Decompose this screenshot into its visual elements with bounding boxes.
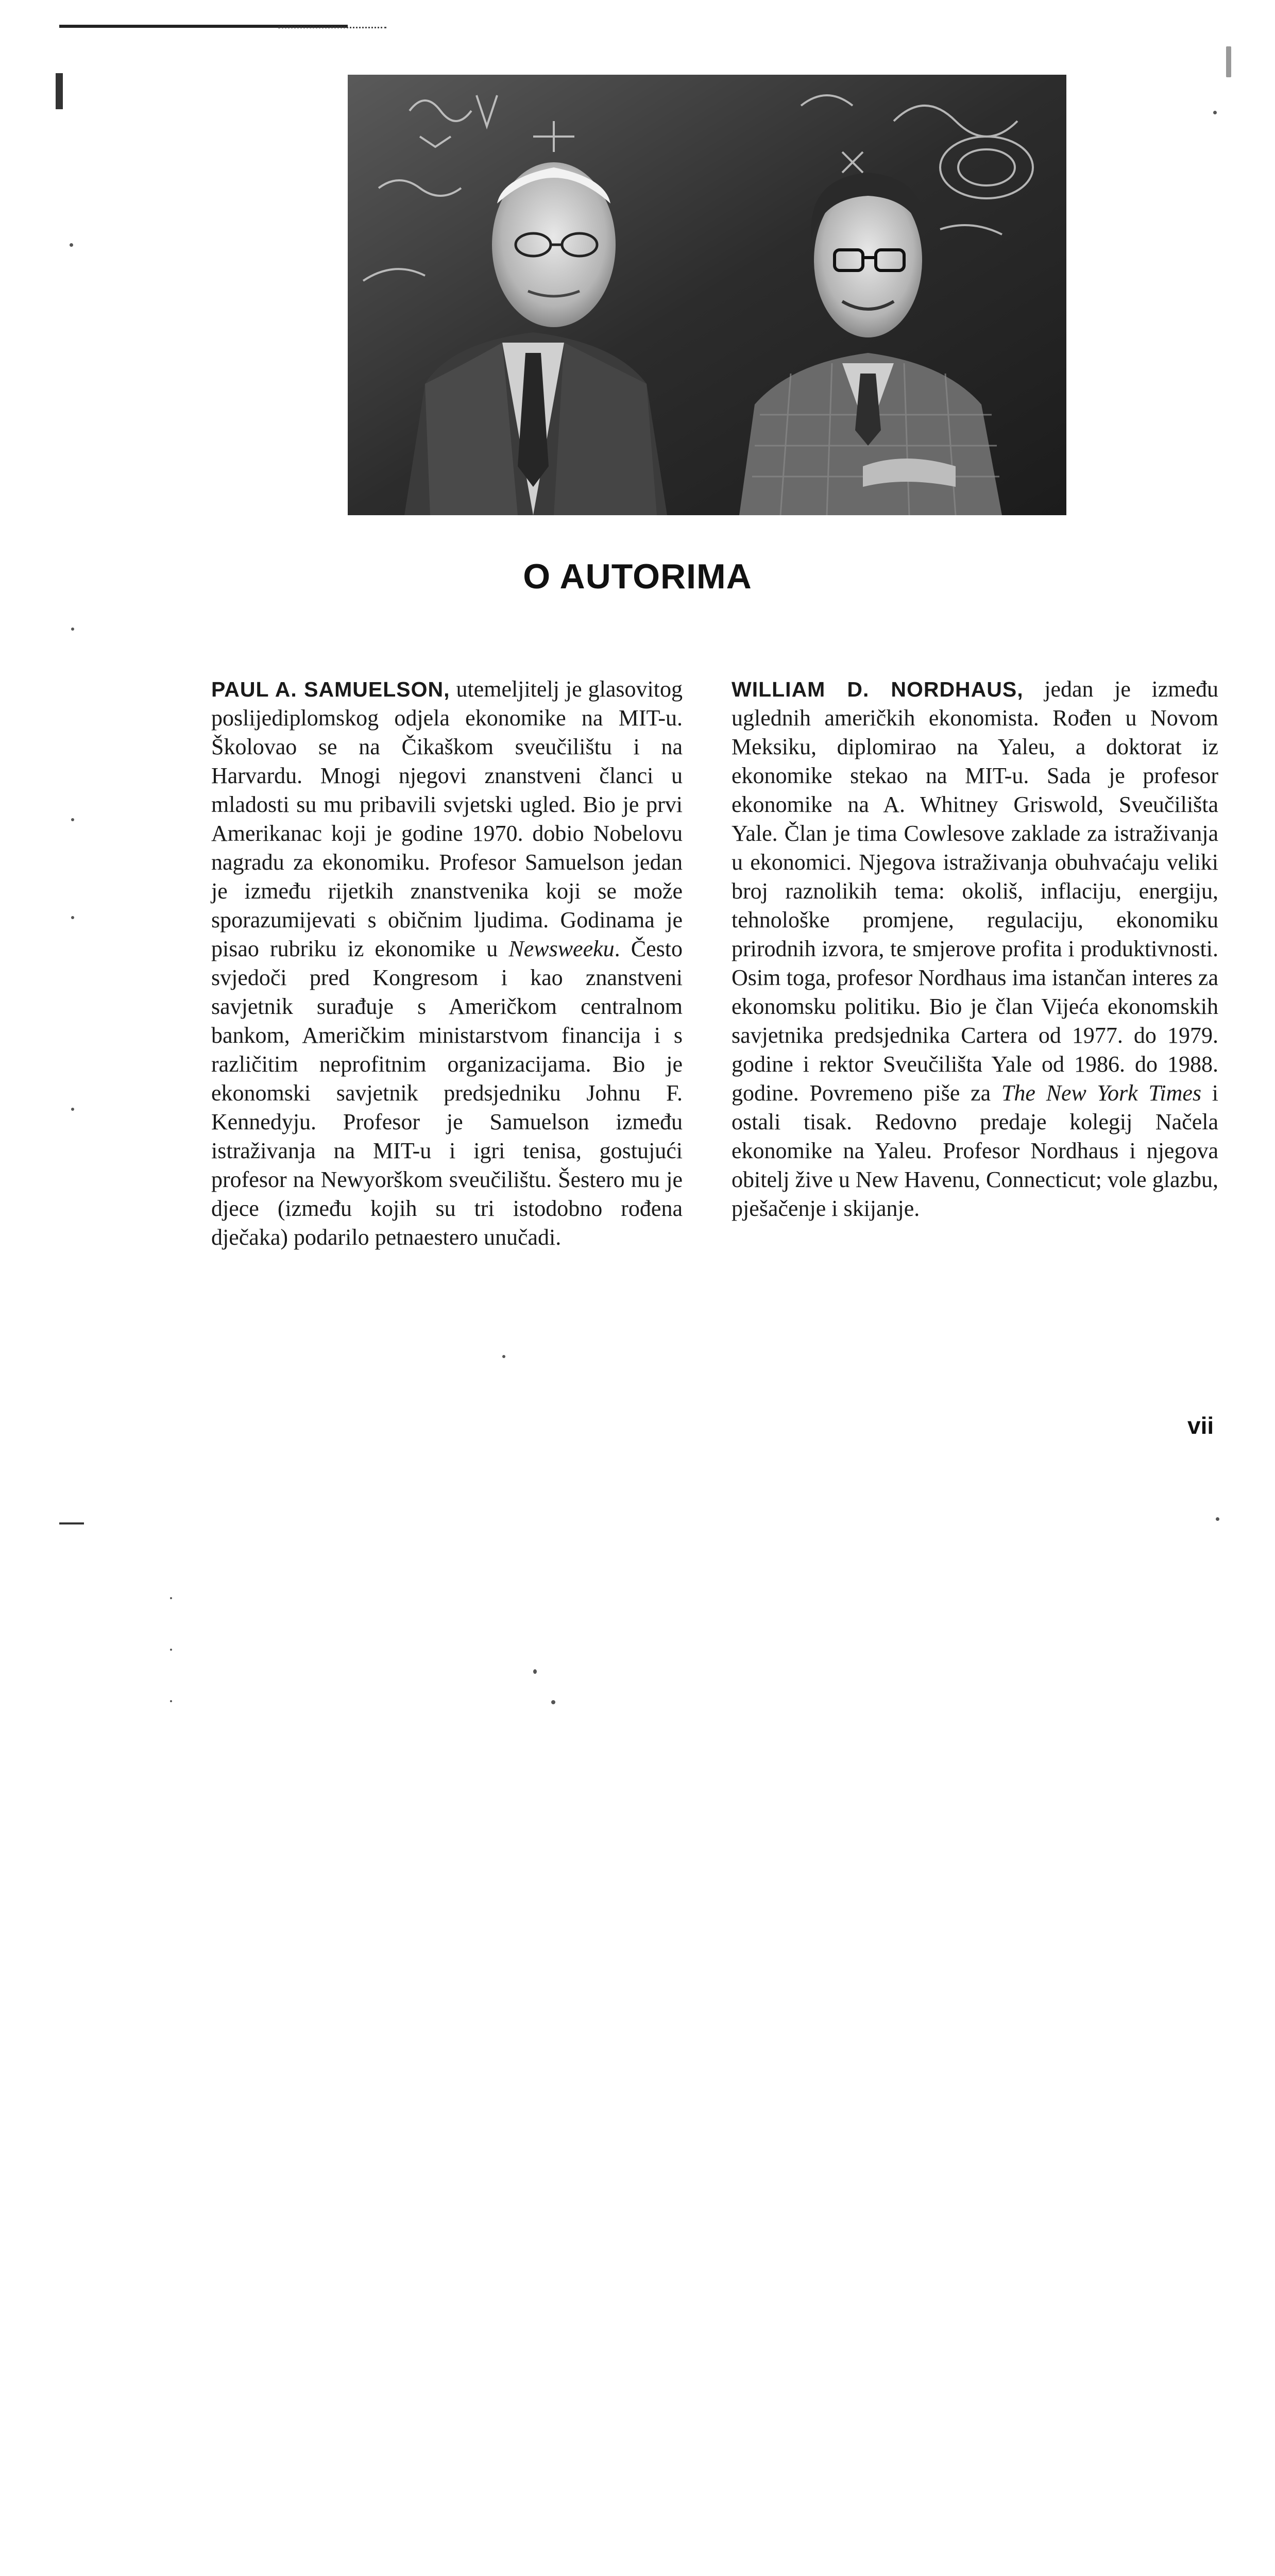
scan-speck: [71, 818, 74, 821]
scan-speck: [502, 1355, 505, 1358]
scan-speck: [71, 1108, 74, 1111]
scan-speck: [70, 243, 73, 247]
author-bio-nordhaus: [732, 675, 1218, 1223]
page-title: O AUTORIMA: [523, 557, 752, 596]
author-bio-italic: Newsweeku: [508, 936, 615, 961]
scan-speck: [71, 628, 74, 631]
author-name: WILLIAM D. NORDHAUS,: [732, 677, 1024, 701]
scan-mark: [59, 1522, 84, 1524]
author-bio-italic: The New York Times: [1001, 1080, 1202, 1106]
top-rule-dots: [278, 27, 386, 28]
scan-speck: [170, 1649, 172, 1651]
scan-speck: [71, 916, 74, 919]
author-bio-samuelson: [211, 675, 683, 1252]
author-bio-text: jedan je između uglednih američkih ekonomista. Rođen u Novom Meksiku, diplomirao na Yaleu, a doktorat iz ekonomike stekao na MIT-u. Sada je profesor ekonomike na A. Whitney Griswold, Sveučilišta Yale. Član je tima Cowlesove zaklade za istraživanja u ekonomici. Njegova istraživanja obuhvaćaju veliki broj raznolikih tema: okoliš, inflaciju, energiju, tehnološke promjene, regulaciju, ekonomiku prirodnih izvora, te smjerove profita i produktivnosti. Osim toga, profesor Nordhaus ima istančan interes za ekonomsku politiku. Bio je član Vijeća ekonomskih savjetnika predsjednika Cartera od 1977. do 1979. godine i rektor Sveučilišta Yale od 1986. do 1988. godine. Povremeno piše za: [732, 676, 1218, 1106]
author-bio-text: . Često svjedoči pred Kongresom i kao znanstveni savjetnik surađuje s Američkom centralnom bankom, Američkim ministarstvom financija i s različitim neprofitnim organizacijama. Bio je ekonomski savjetnik predsjedniku Johnu F. Kennedyju. Profesor je Samuelson između istraživanja na MIT-u i igri tenisa, gostujući profesor na Newyorškom sveučilištu. Šestero mu je djece (između kojih su tri istodobno rođena dječaka) podarilo petnaestero unučadi.: [211, 936, 683, 1250]
scan-speck: [551, 1700, 555, 1704]
scan-speck: [1213, 111, 1217, 114]
scan-speck: [170, 1700, 172, 1702]
authors-photo: [348, 75, 1066, 515]
author-name: PAUL A. SAMUELSON,: [211, 677, 450, 701]
page-number: vii: [1187, 1412, 1214, 1439]
author-bio-text: i ostali tisak. Redovno predaje kolegij Načela ekonomike na Yaleu. Profesor Nordhaus i njegova obitelj žive u New Havenu, Connecticut; vole glazbu, pješačenje i skijanje.: [732, 1080, 1218, 1221]
scan-speck: [170, 1597, 172, 1599]
scan-speck: [533, 1669, 537, 1674]
scan-speck: [1216, 1517, 1219, 1521]
authors-photo-drawing: [348, 75, 1066, 515]
author-bio-text: utemeljitelj je glasovitog poslijediplomskog odjela ekonomike na MIT-u. Školovao se na Čikaškom sveučilištu i na Harvardu. Mnogi njegovi znanstveni članci u mladosti su mu pribavili svjetski ugled. Bio je prvi Amerikanac koji je godine 1970. dobio Nobelovu nagradu za ekonomiku. Profesor Samuelson jedan je između rijetkih znanstvenika koji se može sporazumijevati s običnim ljudima. Godinama je pisao rubriku iz ekonomike u: [211, 676, 683, 961]
scan-mark: [56, 73, 63, 109]
scan-speck: [1226, 46, 1231, 77]
